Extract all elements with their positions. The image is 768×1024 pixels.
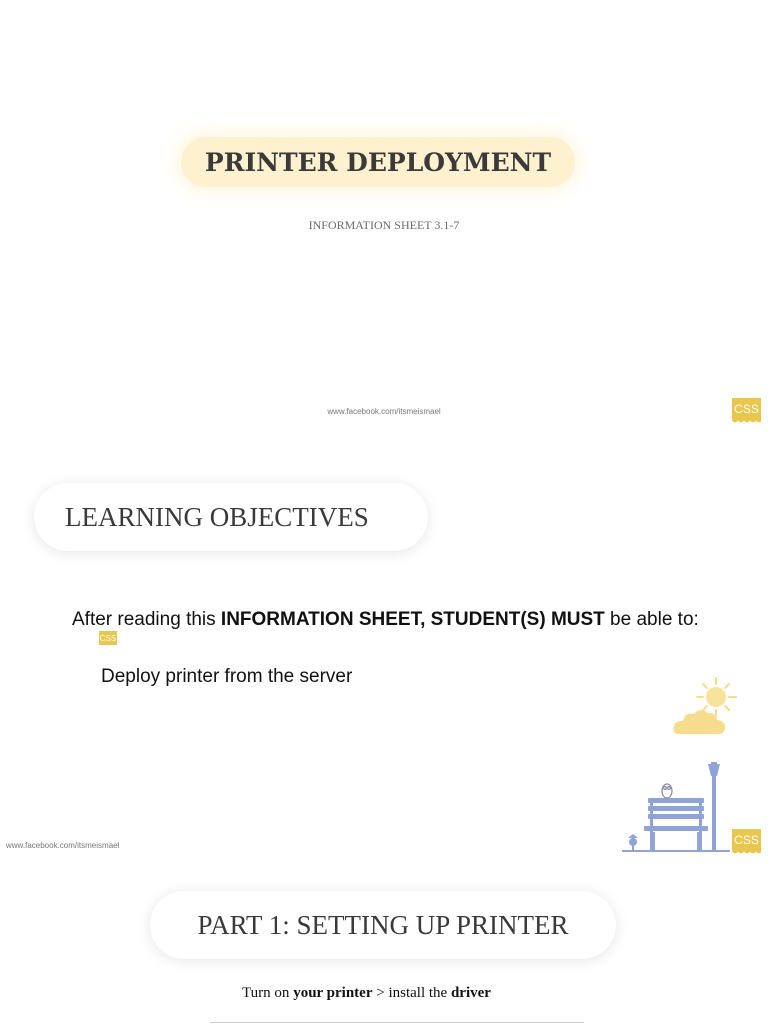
slide-part-1 bbox=[0, 870, 768, 1024]
park-bench-lamp-icon bbox=[620, 758, 732, 854]
objective-item: Deploy printer from the server bbox=[101, 666, 353, 687]
instruction-text: Turn on bbox=[242, 985, 294, 1001]
intro-paragraph bbox=[72, 608, 712, 632]
section-heading: LEARNING OBJECTIVES bbox=[65, 501, 369, 532]
instruction-text: > install the bbox=[372, 985, 451, 1001]
heading-banner bbox=[34, 483, 428, 551]
intro-bold-text: INFORMATION SHEET, STUDENT(S) MUST bbox=[220, 609, 605, 630]
slide-learning-objectives bbox=[0, 436, 768, 870]
instruction-bold-printer: your printer bbox=[293, 985, 373, 1001]
heading-banner bbox=[150, 891, 616, 959]
instruction-line bbox=[0, 985, 733, 1002]
intro-text: After reading this bbox=[72, 609, 221, 630]
css-badge-inline: CSS bbox=[99, 631, 117, 645]
slide-title bbox=[0, 0, 768, 436]
page-title: PRINTER DEPLOYMENT bbox=[204, 147, 552, 177]
sun-cloud-icon bbox=[670, 674, 742, 738]
css-badge: CSS bbox=[732, 829, 761, 851]
css-badge: CSS bbox=[732, 398, 761, 420]
footer-link[interactable]: www.facebook.com/itsmeismael bbox=[327, 407, 441, 416]
divider bbox=[210, 1022, 584, 1023]
section-heading: PART 1: SETTING UP PRINTER bbox=[197, 909, 569, 940]
instruction-bold-driver: driver bbox=[450, 985, 491, 1001]
intro-text-end: be able to: bbox=[604, 609, 699, 630]
title-banner bbox=[181, 137, 575, 187]
footer-link[interactable]: www.facebook.com/itsmeismael bbox=[6, 841, 120, 850]
subtitle: INFORMATION SHEET 3.1-7 bbox=[308, 218, 460, 232]
